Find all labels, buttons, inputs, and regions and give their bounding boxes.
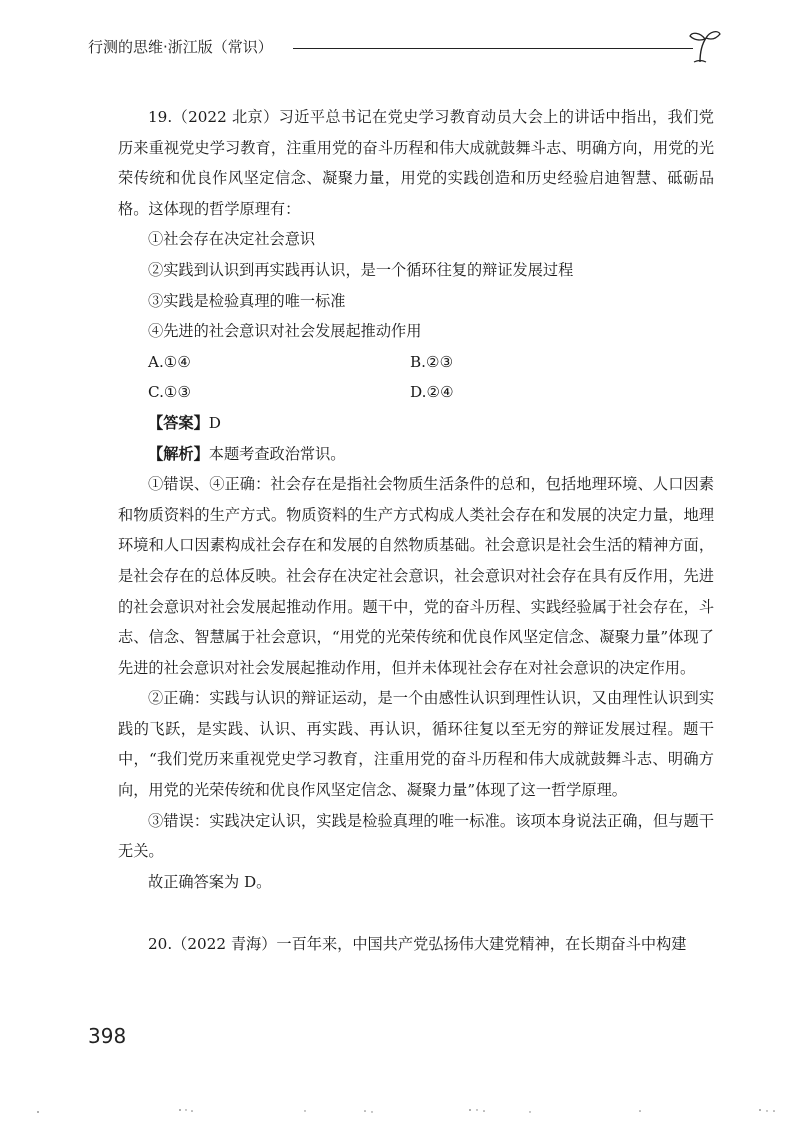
analysis-paragraph-2: ②正确：实践与认识的辩证运动，是一个由感性认识到理性认识，又由理性认识到实践的飞跃，是实践、认识、再实践、再认识，循环往复以至无穷的辩证发展过程。题干中，“我们党历来重视党史学习教育，注重用党的奋斗历程和伟大成就鼓舞斗志、明确方向，用党的光荣传统和优良作风坚定信念、凝聚力量”体现了这一哲学原理。: [118, 689, 714, 800]
question-19-stem: 19.（2022 北京）习近平总书记在党史学习教育动员大会上的讲话中指出，我们党历来重视党史学习教育，注重用党的奋斗历程和伟大成就鼓舞斗志、明确方向，用党的光荣传统和优良作风坚定信念、凝聚力量，用党的实践创造和历史经验启迪智慧、砥砺品格。这体现的哲学原理有：: [118, 108, 714, 218]
statement-1: ①社会存在决定社会意识: [148, 230, 316, 249]
answer-value: D: [208, 413, 221, 432]
choice-row-1: [118, 347, 714, 378]
answer-label: 【答案】: [148, 413, 209, 432]
header-rule: [293, 48, 693, 49]
choice-c: C.①③: [148, 383, 192, 402]
choice-b: B.②③: [410, 352, 454, 371]
analysis-paragraph-1: ①错误、④正确：社会存在是指社会物质生活条件的总和，包括地理环境、人口因素和物质资料的生产方式。物质资料的生产方式构成人类社会存在和发展的决定力量，地理环境和人口因素构成社会存在和发展的自然物质基础。社会意识是社会生活的精神方面，是社会存在的总体反映。社会存在决定社会意识，社会意识对社会存在具有反作用，先进的社会意识对社会发展起推动作用。题干中，党的奋斗历程、实践经验属于社会存在，斗志、信念、智慧属于社会意识，“用党的光荣传统和优良作风坚定信念、凝聚力量”体现了先进的社会意识对社会发展起推动作用，但并未体现社会存在对社会意识的决定作用。: [118, 475, 714, 677]
choice-d: D.②④: [410, 383, 454, 402]
analysis-intro: 本题考查政治常识。: [208, 444, 346, 463]
page-number: 398: [88, 1024, 127, 1048]
running-header: [88, 28, 728, 68]
choice-a: A.①④: [148, 352, 192, 371]
statement-3: ③实践是检验真理的唯一标准: [148, 291, 346, 310]
conclusion: 故正确答案为 D。: [148, 872, 272, 891]
analysis-line: [118, 439, 714, 470]
sprout-icon: [684, 28, 724, 64]
analysis-label: 【解析】: [148, 444, 209, 463]
analysis-paragraph-3: ③错误：实践决定认识，实践是检验真理的唯一标准。该项本身说法正确，但与题干无关。: [118, 811, 714, 861]
statement-2: ②实践到认识到再实践再认识，是一个循环往复的辩证发展过程: [148, 260, 574, 279]
statement-4: ④先进的社会意识对社会发展起推动作用: [148, 322, 422, 341]
header-title: 行测的思维·浙江版（常识）: [88, 38, 273, 56]
choice-row-2: [118, 377, 714, 408]
answer-line: [118, 408, 714, 439]
question-gap: [118, 897, 714, 929]
page-body: [118, 102, 714, 960]
question-20-stem: 20.（2022 青海）一百年来，中国共产党弘扬伟大建党精神，在长期奋斗中构建: [148, 935, 687, 954]
scan-dots: [0, 1102, 800, 1122]
